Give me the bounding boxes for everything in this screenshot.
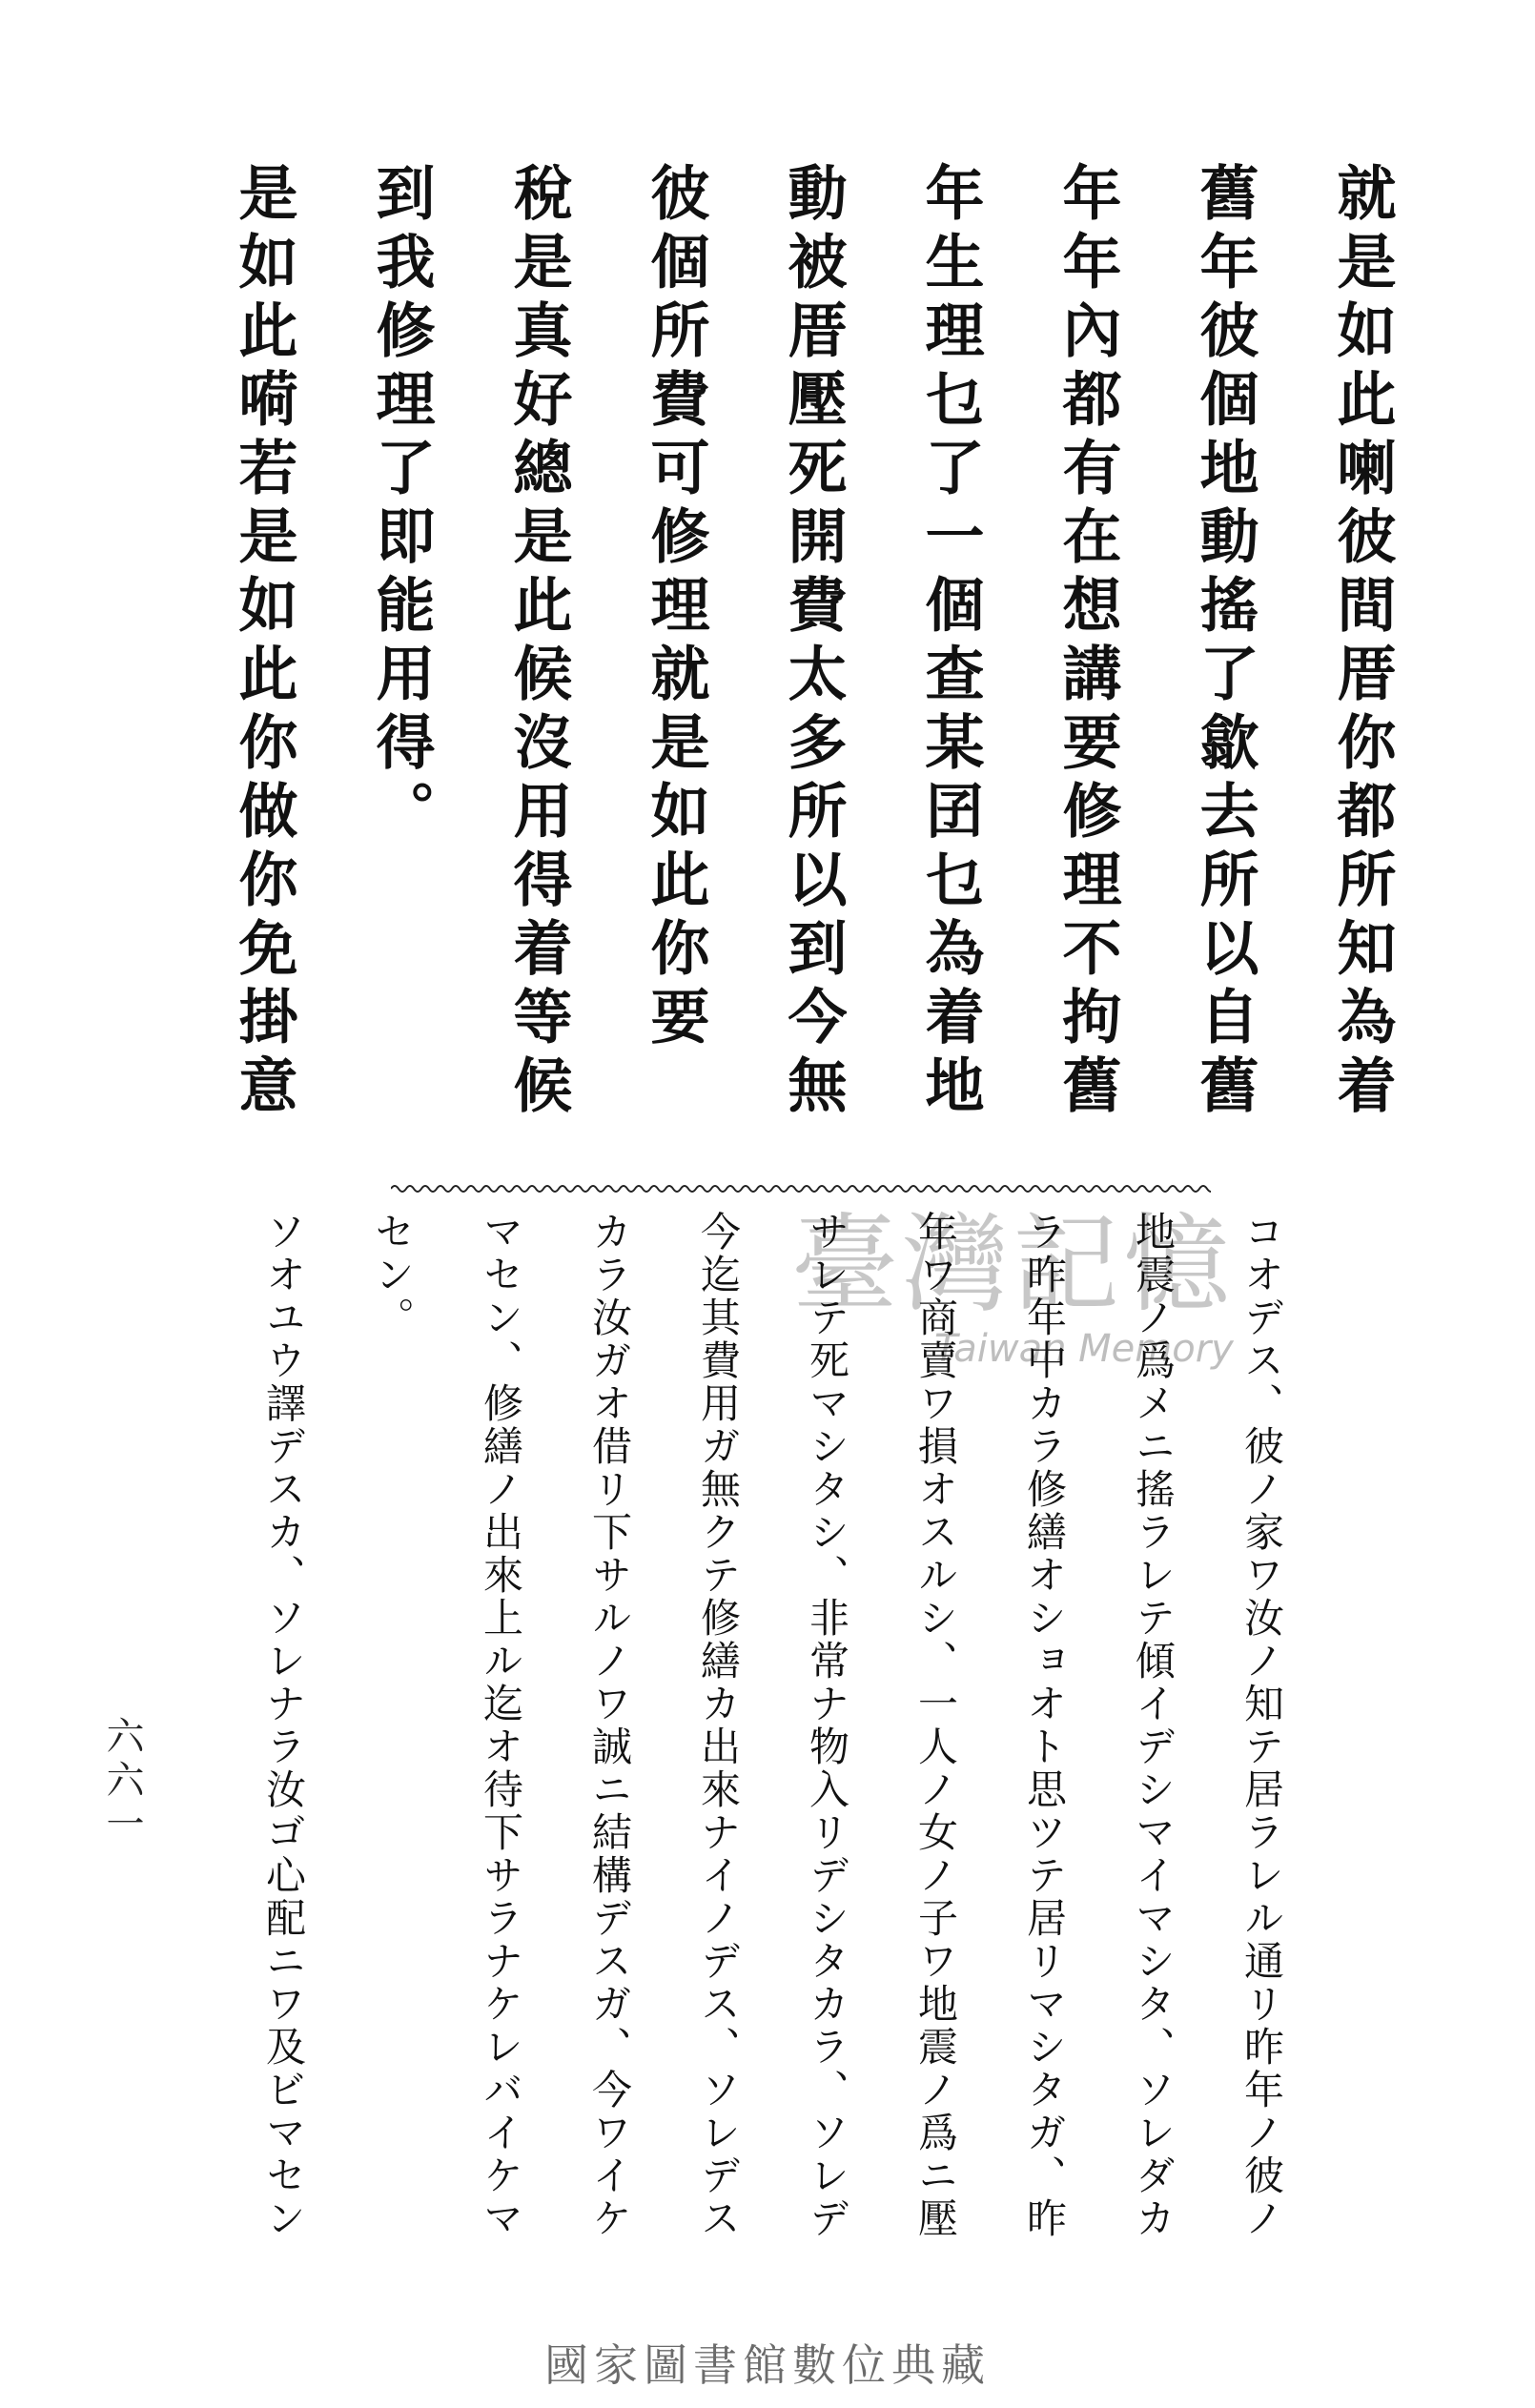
japanese-column: セン。 [369,1211,416,1339]
japanese-column: コオデス、彼ノ家ワ汝ノ知テ居ラレル通リ昨年ノ彼ノ [1238,1211,1285,2240]
chinese-column: 年生理乜了一個查某囝乜為着地 [915,162,985,1123]
chinese-column: 就是如此喇彼間厝你都所知為着 [1327,162,1397,1123]
japanese-column: 地震ノ爲メニ搖ラレテ傾イデシマイマシタ、ソレダカ [1130,1211,1177,2240]
chinese-column: 稅是真好總是此候沒用得着等候 [503,162,573,1123]
japanese-column: マセン、修繕ノ出來上ル迄オ待下サラナケレバイケマ [478,1211,524,2240]
chinese-column: 是如此嗬若是如此你做你免掛意 [229,162,298,1123]
chinese-column: 彼個所費可修理就是如此你要 [641,162,710,1054]
watermark-seal-text: 臺灣記憶 [791,1203,1234,1327]
watermark-subtitle: Taiwan Memory [934,1327,1234,1371]
page-number: 六六一 [100,1716,144,1847]
japanese-column: 年ワ商賣ワ損オスルシ、一人ノ女ノ子ワ地震ノ爲ニ壓 [912,1211,959,2240]
chinese-column: 動被厝壓死開費太多所以到今無 [778,162,848,1123]
japanese-column: サレテ死マシタシ、非常ナ物入リデシタカラ、ソレデ [804,1211,850,2240]
chinese-column: 年年內都有在想講要修理不拘舊 [1053,162,1122,1123]
wavy-separator [391,1180,1211,1197]
japanese-column: ソオユウ譯デスカ、ソレナラ汝ゴ心配ニワ及ビマセン [260,1211,307,2240]
japanese-text-block [181,1211,1316,2240]
japanese-column: カラ汝ガオ借リ下サルノワ誠ニ結構デスガ、今ワイケ [586,1211,633,2240]
japanese-column: ラ昨年中カラ修繕オショオト思ツテ居リマシタガ、昨 [1021,1211,1068,2240]
archive-footer: 國家圖書館數位典藏 [544,2339,991,2391]
chinese-column: 到我修理了即能用得。 [366,162,436,848]
japanese-column: 今迄其費用ガ無クテ修繕カ出來ナイノデス、ソレデス [695,1211,742,2240]
chinese-column: 舊年彼個地動搖了歙去所以自舊 [1190,162,1259,1123]
chinese-text-block [200,162,1430,1134]
